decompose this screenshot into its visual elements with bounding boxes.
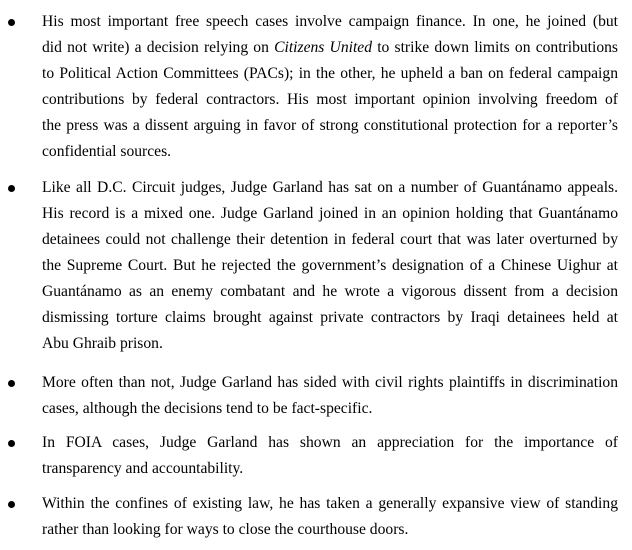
text-line: the press was a dissent arguing in favor of strong constitutional protection for a reporter’s [42, 117, 618, 134]
case-name-italic: Citizens United [274, 39, 372, 56]
bullet-icon [8, 19, 15, 26]
text-line: In FOIA cases, Judge Garland has shown an appreciation for the importance of [42, 434, 618, 451]
bullet-icon [8, 185, 15, 192]
text-line: transparency and accountability. [42, 460, 244, 477]
text-line: His record is a mixed one. Judge Garland joined in an opinion holding that Guantánamo [42, 205, 618, 222]
text-line: dismissing torture claims brought against private contractors by Iraqi detainees held at [42, 309, 618, 326]
text-line: rather than looking for ways to close the courthouse doors. [42, 521, 409, 538]
text-line: to Political Action Committees (PACs); in the other, he upheld a ban on federal campaign [42, 65, 618, 82]
text-line: the Supreme Court. But he rejected the government’s designation of a Chinese Uighur at [42, 257, 618, 274]
text-line: detainees could not challenge their detention in federal court that was later overturned by [42, 231, 618, 248]
bullet-icon [8, 501, 15, 508]
text-line: Guantánamo as an enemy combatant and he wrote a vigorous dissent from a decision [42, 283, 618, 300]
text-line: confidential sources. [42, 143, 172, 160]
text-line: contributions by federal contractors. His most important opinion involving freedom of [42, 91, 618, 108]
text-line: Abu Ghraib prison. [42, 335, 163, 352]
text-line: did not write) a decision relying on Citizens United to strike down limits on contributions [42, 39, 619, 56]
bullet-icon [8, 380, 15, 387]
text-line: Like all D.C. Circuit judges, Judge Garland has sat on a number of Guantánamo appeals. [42, 179, 618, 196]
text-line: More often than not, Judge Garland has sided with civil rights plaintiffs in discrimination [42, 374, 618, 391]
text-line: Within the confines of existing law, he has taken a generally expansive view of standing [42, 495, 618, 512]
bullet-icon [8, 440, 15, 447]
text-line: His most important free speech cases involve campaign finance. In one, he joined (but [42, 13, 618, 30]
text-line: cases, although the decisions tend to be fact-specific. [42, 400, 373, 417]
